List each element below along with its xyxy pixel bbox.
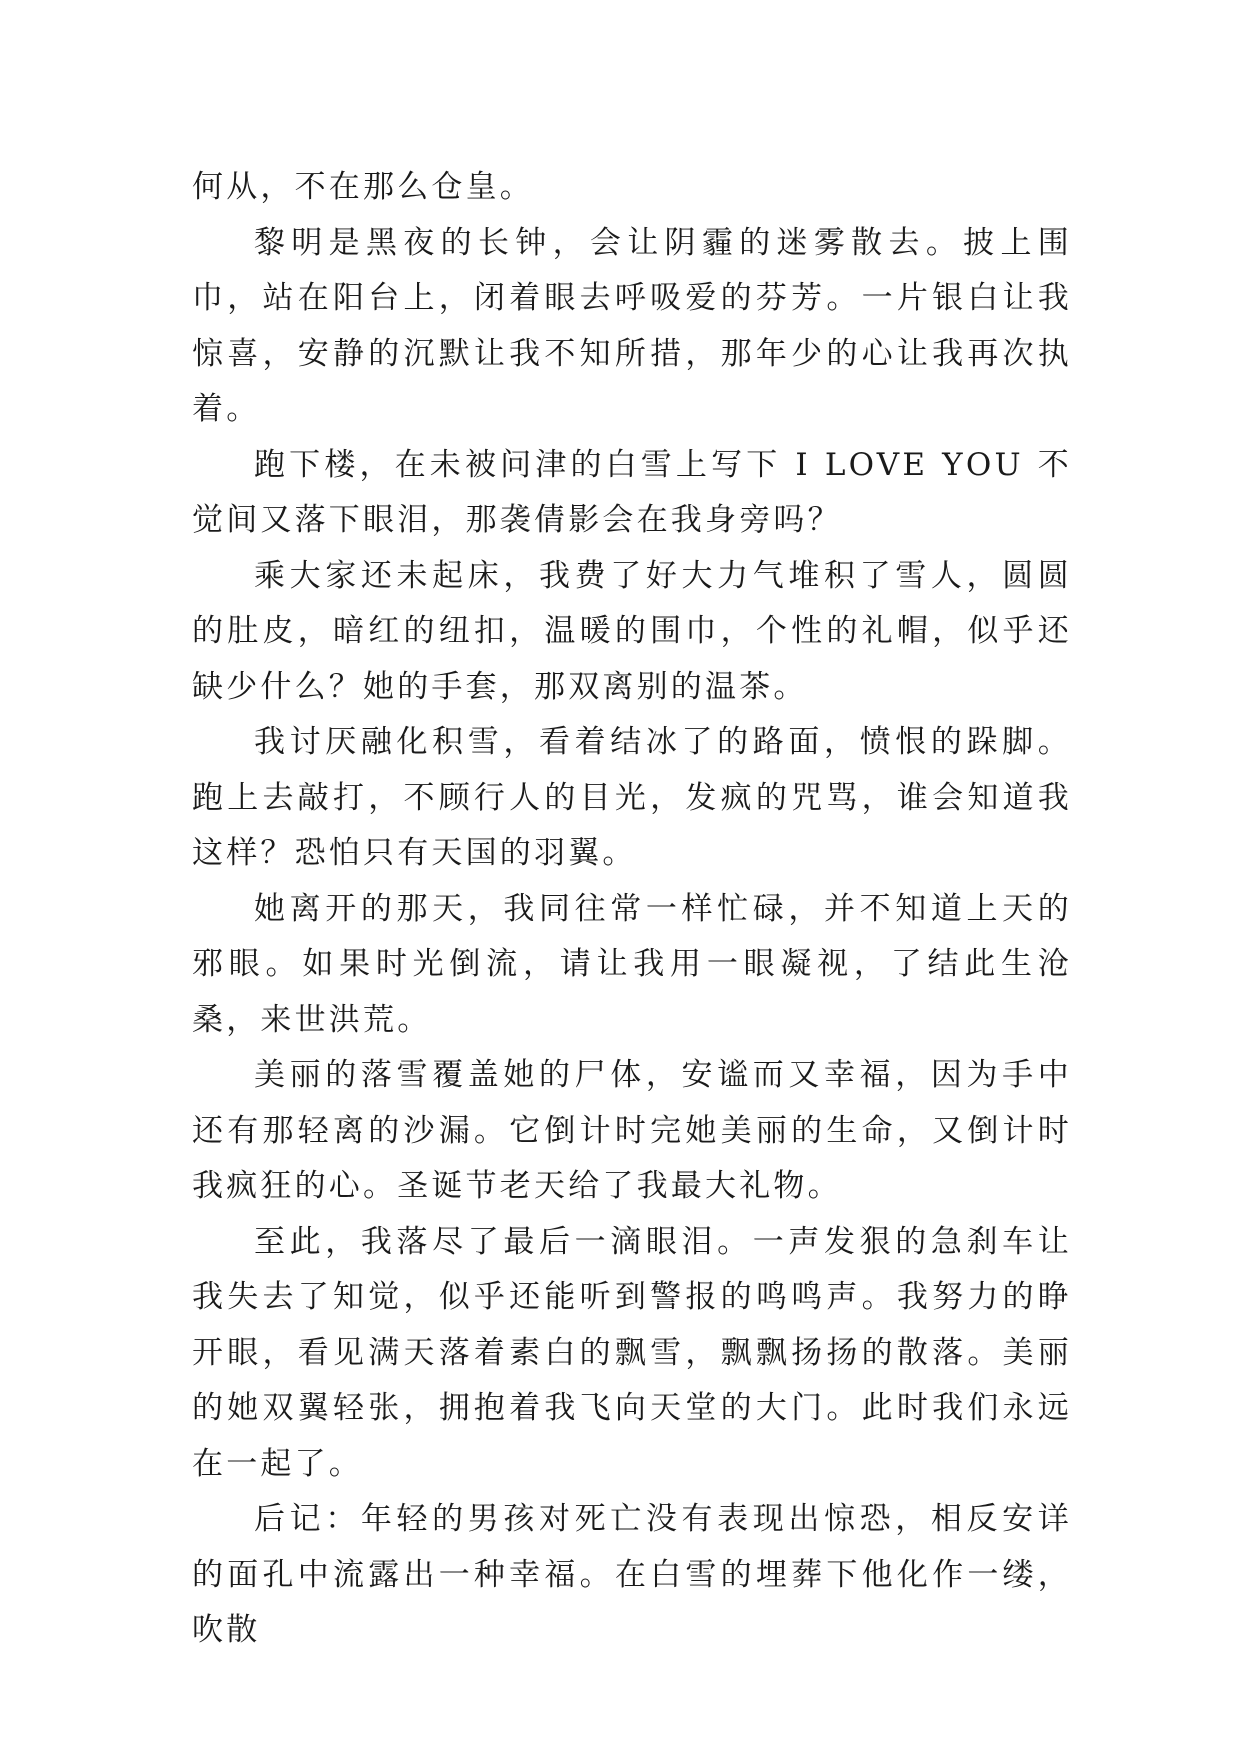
- paragraph-departure-day: 她离开的那天，我同往常一样忙碌，并不知道上天的邪眼。如果时光倒流，请让我用一眼凝视，了结此生沧桑，来世洪荒。: [192, 890, 1072, 1038]
- paragraph-last-tear: 至此，我落尽了最后一滴眼泪。一声发狠的急刹车让我失去了知觉，似乎还能听到警报的鸣鸣声。我努力的睁开眼，看见满天落着素白的飘雪，飘飘扬扬的散落。美丽的她双翼轻张，拥抱着我飞向天堂的大门。此时我们永远在一起了。: [192, 1223, 1072, 1482]
- paragraph-falling-snow: 美丽的落雪覆盖她的尸体，安谧而又幸福，因为手中还有那轻离的沙漏。它倒计时完她美丽的生命，又倒计时我疯狂的心。圣诞节老天给了我最大礼物。: [192, 1057, 1072, 1204]
- document-body: [192, 160, 1072, 1659]
- paragraph-downstairs: 跑下楼，在未被问津的白雪上写下 I LOVE YOU 不觉间又落下眼泪，那袭倩影会在我身旁吗？: [192, 446, 1072, 538]
- paragraph-continuation: 何从，不在那么仓皇。: [192, 169, 534, 205]
- paragraph-melting-snow: 我讨厌融化积雪，看着结冰了的路面，愤恨的跺脚。跑上去敲打，不顾行人的目光，发疯的咒骂，谁会知道我这样？恐怕只有天国的羽翼。: [192, 724, 1072, 871]
- paragraph-dawn: 黎明是黑夜的长钟，会让阴霾的迷雾散去。披上围巾，站在阳台上，闭着眼去呼吸爱的芬芳。一片银白让我惊喜，安静的沉默让我不知所措，那年少的心让我再次执着。: [192, 224, 1072, 427]
- paragraph-snowman: 乘大家还未起床，我费了好大力气堆积了雪人，圆圆的肚皮，暗红的纽扣，温暖的围巾，个性的礼帽，似乎还缺少什么？她的手套，那双离别的温茶。: [192, 557, 1072, 705]
- paragraph-postscript: 后记：年轻的男孩对死亡没有表现出惊恐，相反安详的面孔中流露出一种幸福。在白雪的埋葬下他化作一缕，吹散: [192, 1501, 1072, 1648]
